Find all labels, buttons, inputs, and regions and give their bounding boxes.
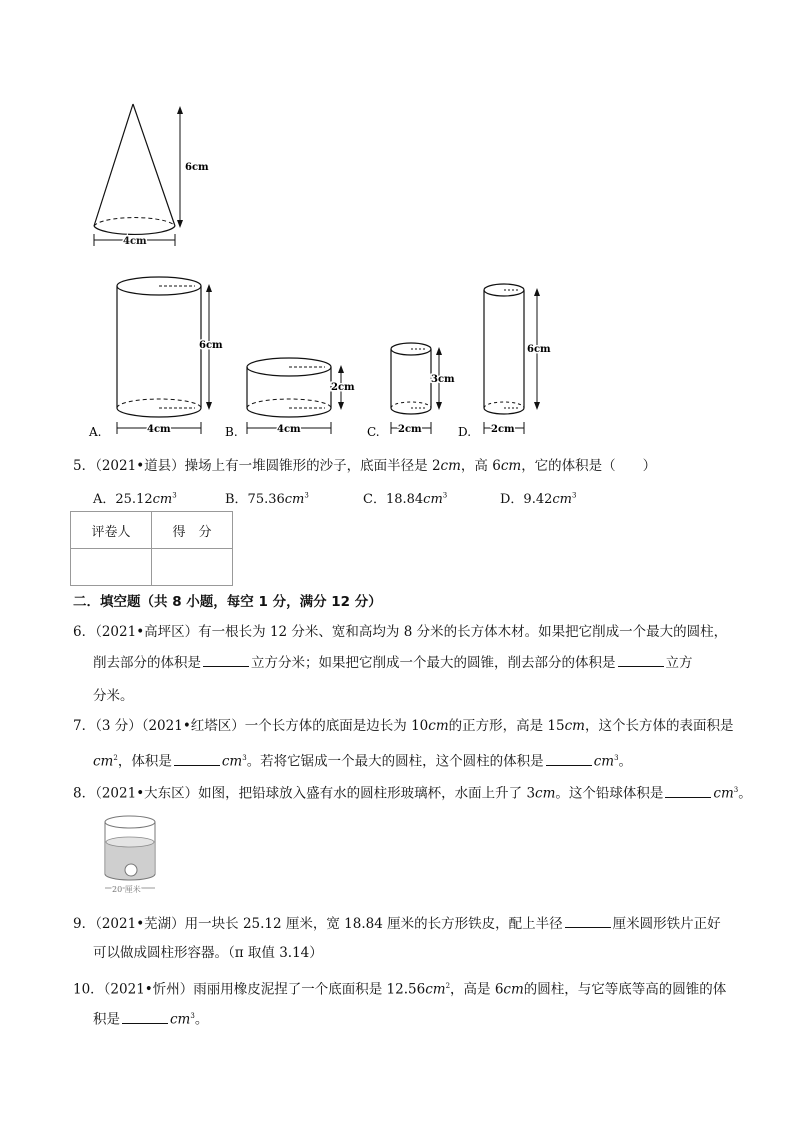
option-b-letter: B. bbox=[225, 425, 238, 439]
cylinder-c bbox=[367, 343, 455, 439]
score-header: 得 分 bbox=[152, 512, 233, 549]
option-d-letter: D. bbox=[458, 425, 472, 439]
option-a-height: 6cm bbox=[199, 340, 223, 351]
option-a-letter: A. bbox=[89, 425, 102, 439]
question-7-line2: $cm^2$，体积是 $cm^3$。若将它锯成一个最大的圆柱，这个圆柱的体积是 $cm^3$。 bbox=[93, 753, 633, 770]
question-7-line1: 7．（3 分）（2021•红塔区）一个长方体的底面是边长为 10cm的正方形，高是 15cm，这个长方体的表面积是 bbox=[73, 718, 734, 734]
question-10-line2: 积是 $cm^3$。 bbox=[93, 1011, 209, 1028]
section-2-title: 二．填空题（共 8 小题，每空 1 分，满分 12 分） bbox=[73, 594, 382, 610]
question-5: 5．（2021•道县）操场上有一堆圆锥形的沙子，底面半径是 2cm，高 6cm，它的体积是（ ） bbox=[73, 458, 657, 474]
option-b-width: 4cm bbox=[277, 424, 301, 435]
question-6-line3: 分米。 bbox=[93, 688, 134, 704]
cone-figure bbox=[85, 100, 209, 260]
option-c-height: 3cm bbox=[431, 374, 455, 385]
question-9-line2: 可以做成圆柱形容器。（π 取值 3.14） bbox=[93, 945, 323, 961]
reviewer-cell[interactable] bbox=[71, 549, 152, 586]
glass-cup-figure bbox=[98, 812, 170, 894]
cylinder-d bbox=[458, 284, 551, 439]
cylinder-a bbox=[88, 277, 223, 439]
q10-blank[interactable] bbox=[122, 1010, 168, 1024]
cone-height-label: 6cm bbox=[185, 162, 209, 173]
cone-base-label: 4cm bbox=[123, 236, 147, 247]
option-figures bbox=[85, 270, 565, 445]
q6-blank-2[interactable] bbox=[618, 653, 664, 667]
q8-blank[interactable] bbox=[665, 784, 711, 798]
q7-blank-2[interactable] bbox=[174, 752, 220, 766]
option-c-letter: C. bbox=[367, 425, 380, 439]
question-10-line1: 10．（2021•忻州）雨丽用橡皮泥捏了一个底面积是 $12.56cm^2$，高是 6cm的圆柱，与它等底等高的圆锥的体 bbox=[73, 981, 727, 998]
q9-blank[interactable] bbox=[565, 914, 611, 928]
cup-width-label: 20 厘米 bbox=[112, 885, 141, 894]
option-c-width: 2cm bbox=[398, 424, 422, 435]
option-b-height: 2cm bbox=[331, 382, 355, 393]
question-6-line2: 削去部分的体积是 立方分米；如果把它削成一个最大的圆锥，削去部分的体积是 立方 bbox=[93, 655, 693, 671]
option-a-width: 4cm bbox=[147, 424, 171, 435]
choice-a[interactable]: A．$25.12cm^3$ bbox=[93, 491, 177, 507]
question-6-line1: 6．（2021•高坪区）有一根长为 12 分米、宽和高均为 8 分米的长方体木材。如果把它削成一个最大的圆柱， bbox=[73, 624, 728, 640]
score-table bbox=[70, 511, 233, 586]
question-8: 8．（2021•大东区）如图，把铅球放入盛有水的圆柱形玻璃杯，水面上升了 3cm。这个铅球体积是 $cm^3$。 bbox=[73, 785, 752, 802]
choice-b[interactable]: B．$75.36cm^3$ bbox=[225, 491, 309, 507]
option-d-height: 6cm bbox=[527, 344, 551, 355]
option-d-width: 2cm bbox=[491, 424, 515, 435]
cylinder-b bbox=[225, 358, 355, 439]
choice-d[interactable]: D．$9.42cm^3$ bbox=[500, 491, 577, 507]
q6-blank-1[interactable] bbox=[203, 653, 249, 667]
question-9-line1: 9．（2021•芜湖）用一块长 25.12 厘米，宽 18.84 厘米的长方形铁皮，配上半径 厘米圆形铁片正好 bbox=[73, 916, 721, 932]
choice-c[interactable]: C．$18.84cm^3$ bbox=[363, 491, 448, 507]
reviewer-header: 评卷人 bbox=[71, 512, 152, 549]
q7-blank-3[interactable] bbox=[546, 752, 592, 766]
score-cell[interactable] bbox=[152, 549, 233, 586]
